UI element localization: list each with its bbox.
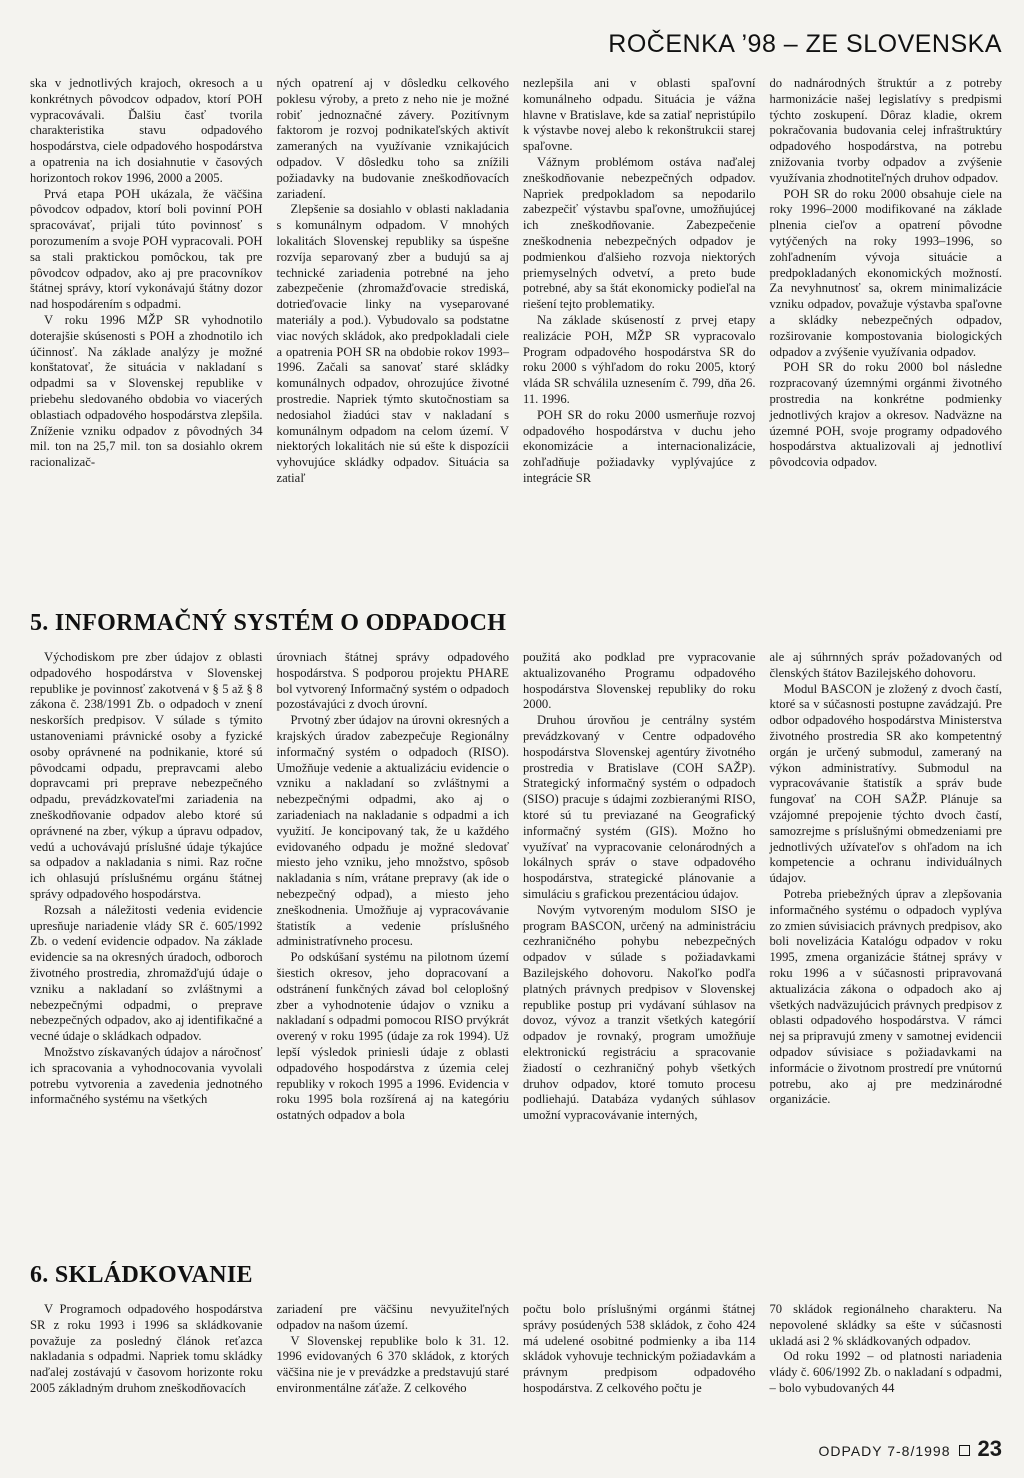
column-4 — [770, 76, 1003, 596]
magazine-issue: ODPADY 7-8/1998 — [818, 1443, 951, 1459]
square-icon — [959, 1445, 970, 1456]
column-2 — [277, 76, 510, 596]
paragraph: Zlepšenie sa dosiahlo v oblasti nakladania s komunálnym odpadom. V mnohých lokalitách Slovenskej republiky sa úspešne rozvíja separovaný zber a budujú sa aj technické zariadenia potrebné na jeho zabezpečenie (zhromažďovacie strediská, dotrieďovacie linky na vyseparované materiály a pod.). Vybudovalo sa podstatne viac nových skládok, ako predpokladali ciele a opatrenia POH SR na obdobie rokov 1993–1996. Začali sa sanovať staré skládky komunálnych odpadov, ohrozujúce životné prostredie. Napriek týmto skutočnostiam sa nedosiahol žiadúci stav v nakladaní s komunálnym odpadom na celom území. V niektorých lokalitách nie sú ešte k dispozícii vyhovujúce skládky odpadov. Situácia sa zatiaľ — [276, 202, 509, 485]
column-3 — [523, 650, 756, 1290]
paragraph: počtu bolo príslušnými orgánmi štátnej správy posúdených 538 skládok, z čoho 424 má udelené osobitné podmienky a iba 114 skládok vyhovuje technickým požiadavkám a právnym predpisom odpadového hospodárstva. Z celkového počtu je — [523, 1302, 756, 1395]
column-1 — [30, 650, 263, 1290]
section-1-columns — [30, 76, 1002, 596]
paragraph: nezlepšila ani v oblasti spaľovní komunálneho odpadu. Situácia je vážna hlavne v Bratislave, kde sa zatiaľ nepristúpilo k výstavbe novej alebo k rekonštrukcii starej spaľovne. — [523, 76, 756, 154]
column-1 — [30, 76, 263, 596]
paragraph: Od roku 1992 – od platnosti nariadenia vlády č. 606/1992 Zb. o nakladaní s odpadmi, – bolo vybudovaných 44 — [769, 1349, 1002, 1395]
paragraph: Na základe skúseností z prvej etapy realizácie POH, MŽP SR vypracovalo Program odpadového hospodárstva SR do roku 2000 s výhľadom do roku 2005, ktorý vláda SR schválila uznesením č. 799, dňa 26. 11. 1996. — [523, 312, 756, 406]
paragraph: V roku 1996 MŽP SR vyhodnotilo doterajšie skúsenosti s POH a zhodnotilo ich účinnosť. Na základe analýzy je možné konštatovať, že situácia v nakladaní s odpadmi sa v Slovenskej republike v priebehu sledovaného obdobia vo viacerých oblastiach odpadového hospodárstva zlepšila. Zníženie vzniku odpadov z pôvodných 34 mil. ton na 25,7 mil. ton sa dosiahlo okrem racionalizač- — [30, 312, 263, 470]
column-3 — [523, 76, 756, 596]
column-4 — [770, 650, 1003, 1290]
page-footer — [819, 1436, 1002, 1462]
paragraph: V Slovenskej republike bolo k 31. 12. 1996 evidovaných 6 370 skládok, z ktorých väčšina nie je v prevádzke a predstavujú staré environmentálne záťaže. Z celkového — [276, 1333, 509, 1395]
column-3 — [523, 1302, 756, 1422]
section-heading-6: 6. SKLÁDKOVANIE — [30, 1262, 253, 1288]
column-2 — [277, 1302, 510, 1422]
paragraph: úrovniach štátnej správy odpadového hospodárstva. S podporou projektu PHARE bol vytvorený Informačný systém o odpadoch pozostávajúci z dvoch úrovní. — [276, 650, 509, 712]
paragraph: Množstvo získavaných údajov a náročnosť ich spracovania a vyhodnocovania vyvolali potrebu vytvorenia a zavedenia jednotného informačného systému na všetkých — [30, 1044, 263, 1107]
paragraph: do nadnárodných štruktúr a z potreby harmonizácie našej legislatívy s predpismi týchto zoskupení. Dôraz kladie, okrem pokračovania budovania celej infraštruktúry odpadového hospodárstva, na potrebu znižovania tvorby odpadov a zvýšenie využívania zhodnotiteľných druhov odpadov. — [769, 76, 1002, 185]
paragraph: POH SR do roku 2000 bol následne rozpracovaný územnými orgánmi životného prostredia na konkrétne podmienky jednotlivých krajov a okresov. Nadväzne na územné POH, svoje programy odpadového hospodárstva aktualizovali aj jednotliví pôvodcovia odpadov. — [769, 360, 1002, 470]
section-heading-5: 5. INFORMAČNÝ SYSTÉM O ODPADOCH — [30, 610, 507, 636]
paragraph: POH SR do roku 2000 usmerňuje rozvoj odpadového hospodárstva v duchu jeho ekonomizácie a internacionalizácie, zohľadňuje požiadavky vyplývajúce z integrácie SR — [523, 407, 756, 485]
column-4 — [770, 1302, 1003, 1422]
paragraph: Modul BASCON je zložený z dvoch častí, ktoré sa v súčasnosti postupne zavádzajú. Pre odbor odpadového hospodárstva Ministerstva životného prostredia SR ako kompetentný orgán je určený submodul, zameraný na výkon administratívy. Submodul na vypracovávanie štatistík a správ bude fungovať na COH SAŽP. Plánuje sa vzájomné prepojenie týchto dvoch častí, samozrejme s príslušnými obmedzeniami pre jednotlivých užívateľov s ohľadom na ich kompetencie a ochranu individuálnych údajov. — [769, 681, 1002, 886]
paragraph: Novým vytvoreným modulom SISO je program BASCON, určený na administráciu cezhraničného pohybu nebezpečných odpadov v súlade s požiadavkami Bazilejského dohovoru. Nakoľko podľa platných právnych predpisov v Slovenskej republike postup pri vydávaní súhlasov na dovoz, vývoz a tranzit všetkých kategórií odpadov je rovnaký, program umožňuje elektronickú registráciu a spracovanie žiadostí o cezhraničný pohyb všetkých druhov odpadov, ktoré tomuto procesu podliehajú. Databáza vydaných súhlasov umožní vypracovávanie interných, — [523, 902, 756, 1123]
paragraph: Potreba priebežných úprav a zlepšovania informačného systému o odpadoch vyplýva zo zmien súvisiacich právnych predpisov, ako boli novelizácia Katalógu odpadov v roku 1995, zmena organizácie štátnej správy v roku 1996 a v súčasnosti pripravovaná aktualizácia zákona o odpadoch ako aj všetkých nadväzujúcich právnych predpisov z oblasti odpadového hospodárstva. V rámci nej sa pripravujú zmeny v samotnej evidencii odpadov súvisiace s požiadavkami na informácie o životnom prostredí pre vnútornú potrebu, ako aj pre medzinárodné organizácie. — [769, 886, 1002, 1107]
paragraph: Po odskúšaní systému na pilotnom území šiestich okresov, jeho dopracovaní a odstránení funkčných závad bol celoplošný zber a vyhodnotenie údajov o vzniku a nakladaní s odpadmi pomocou RISO prvýkrát overený v roku 1995 (údaje za rok 1994). Už lepší výsledok priniesli údaje z oblasti odpadového hospodárstva z územia celej republiky v rokoch 1995 a 1996. Evidencia v roku 1995 bola rozšírená aj na kategóriu ostatných odpadov a bola — [276, 950, 509, 1123]
paragraph: ale aj súhrnných správ požadovaných od členských štátov Bazilejského dohovoru. — [769, 650, 1002, 680]
paragraph: 70 skládok regionálneho charakteru. Na nepovolené skládky sa ešte v súčasnosti ukladá asi 2 % skládkovaných odpadov. — [769, 1302, 1002, 1348]
section-6-columns — [30, 1302, 1002, 1422]
column-1 — [30, 1302, 263, 1422]
page-number: 23 — [977, 1436, 1002, 1461]
column-2 — [277, 650, 510, 1290]
paragraph: V Programoch odpadového hospodárstva SR z roku 1993 i 1996 sa skládkovanie považuje za posledný článok reťazca nakladania s odpadmi. Napriek tomu skládky naďalej zostávajú v časovom horizonte roku 2005 základným druhom zneškodňovacích — [30, 1302, 263, 1395]
paragraph: Prvá etapa POH ukázala, že väčšina pôvodcov odpadov, ktorí boli povinní POH spracovávať, prijali túto povinnosť s porozumením a svoje POH vypracovali. POH sa stali praktickou pomôckou, tak pre pôvodcov odpadov, ako aj pre pracovníkov štátnej správy, ktorí vykonávajú štátny dozor nad hospodárením s odpadmi. — [30, 186, 263, 312]
paragraph: Rozsah a náležitosti vedenia evidencie upresňuje nariadenie vlády SR č. 605/1992 Zb. o vedení evidencie odpadov. Na základe evidencie sa na okresných úradoch, odboroch životného prostredia, zhromažďujú údaje o vzniku a nakladaní so zvláštnymi a nebezpečnými odpadmi, o preprave nebezpečných odpadov, ako aj identifikačné a vecné údaje o skládkach odpadov. — [30, 902, 263, 1044]
paragraph: použitá ako podklad pre vypracovanie aktualizovaného Programu odpadového hospodárstva Slovenskej republiky do roku 2000. — [523, 650, 756, 712]
section-5-columns — [30, 650, 1002, 1290]
paragraph: zariadení pre väčšinu nevyužiteľných odpadov na našom území. — [276, 1302, 509, 1332]
paragraph: Vážnym problémom ostáva naďalej zneškodňovanie nebezpečných odpadov. Napriek predpokladom sa nepodarilo zabezpečiť výstavbu spaľovne, umožňujúcej ich zneškodňovanie. Zabezpečenie zneškodnenia nebezpečných odpadov je podmienkou ďalšieho rozvoja niektorých priemyselných odvetví, a preto bude potrebné, aby sa štát ekonomicky podieľal na riešení tejto problematiky. — [523, 154, 756, 312]
paragraph: POH SR do roku 2000 obsahuje ciele na roky 1996–2000 modifikované na základe plnenia cieľov a opatrení pôvodne vytýčených na roky 1993–1996, so zohľadnením vývoja situácie a predpokladaných ekonomických možností. Za nevyhnutnosť sa, okrem minimalizácie vzniku odpadov, považuje výstavba spaľovne a skládky nebezpečných odpadov, rozširovanie kompostovania biologických odpadov a zvýšenie využívania odpadov. — [769, 186, 1002, 359]
paragraph: ska v jednotlivých krajoch, okresoch a u konkrétnych pôvodcov odpadov, ktorí POH vypracovávali. Ďalšiu časť tvorila charakteristika stavu odpadového hospodárstva, ciele odpadového hospodárstva a opatrenia na ich dosiahnutie v časových horizontoch rokov 1996, 2000 a 2005. — [30, 76, 263, 185]
paragraph: Východiskom pre zber údajov z oblasti odpadového hospodárstva v Slovenskej republike je povinnosť zakotvená v § 5 až § 8 zákona č. 238/1991 Zb. o odpadoch v znení neskorších predpisov. V súlade s týmito ustanoveniami právnické osoby a fyzické osoby oprávnené na podnikanie, ktoré sú pôvodcami odpadu, prepravcami alebo dopravcami pri preprave nebezpečného odpadu, prevádzkovateľmi zariadenia na zneškodňovanie odpadov alebo ktoré sú oprávnené na zber, výkup a úpravu odpadov, vedú a uchovávajú príslušné údaje týkajúce sa odpadov a nakladania s nimi. Raz ročne ich ohlasujú príslušnému orgánu štátnej správy odpadového hospodárstva. — [30, 650, 263, 901]
paragraph: Prvotný zber údajov na úrovni okresných a krajských úradov zabezpečuje Regionálny informačný systém o odpadoch (RISO). Umožňuje vedenie a aktualizáciu evidencie o vzniku a nakladaní so zvláštnymi a nebezpečnými odpadmi, ako aj o zariadeniach na nakladanie s odpadmi a ich využití. Je koncipovaný tak, že u každého evidovaného odpadu je možné sledovať miesto jeho vzniku, jeho množstvo, spôsob nakladania s ním, vrátane prepravy (ak ide o nebezpečný odpad), a miesto jeho zneškodnenia. Umožňuje aj vypracovávanie štatistík a vedenie príslušného administratívneho procesu. — [276, 713, 509, 949]
paragraph: ných opatrení aj v dôsledku celkového poklesu výroby, a preto z neho nie je možné robiť jednoznačné závery. Pozitívnym faktorom je rozvoj podnikateľských aktivít zameraných na využívanie vznikajúcich odpadov. V dôsledku toho sa znížili požiadavky na budovanie zneškodňovacích zariadení. — [276, 76, 509, 201]
paragraph: Druhou úrovňou je centrálny systém prevádzkovaný v Centre odpadového hospodárstva Slovenskej agentúry životného prostredia v Bratislave (COH SAŽP). Strategický informačný systém o odpadoch (SISO) pracuje s údajmi zozbieranými RISO, ktoré sú tu previazané na Geografický informačný systém (GIS). Možno ho využívať na vypracovanie celonárodných a lokálnych správ o stave odpadového hospodárstva, strategické plánovanie a simuláciu s grafickou prezentáciou údajov. — [523, 713, 756, 901]
running-head: ROČENKA ’98 – ZE SLOVENSKA — [608, 30, 1002, 58]
